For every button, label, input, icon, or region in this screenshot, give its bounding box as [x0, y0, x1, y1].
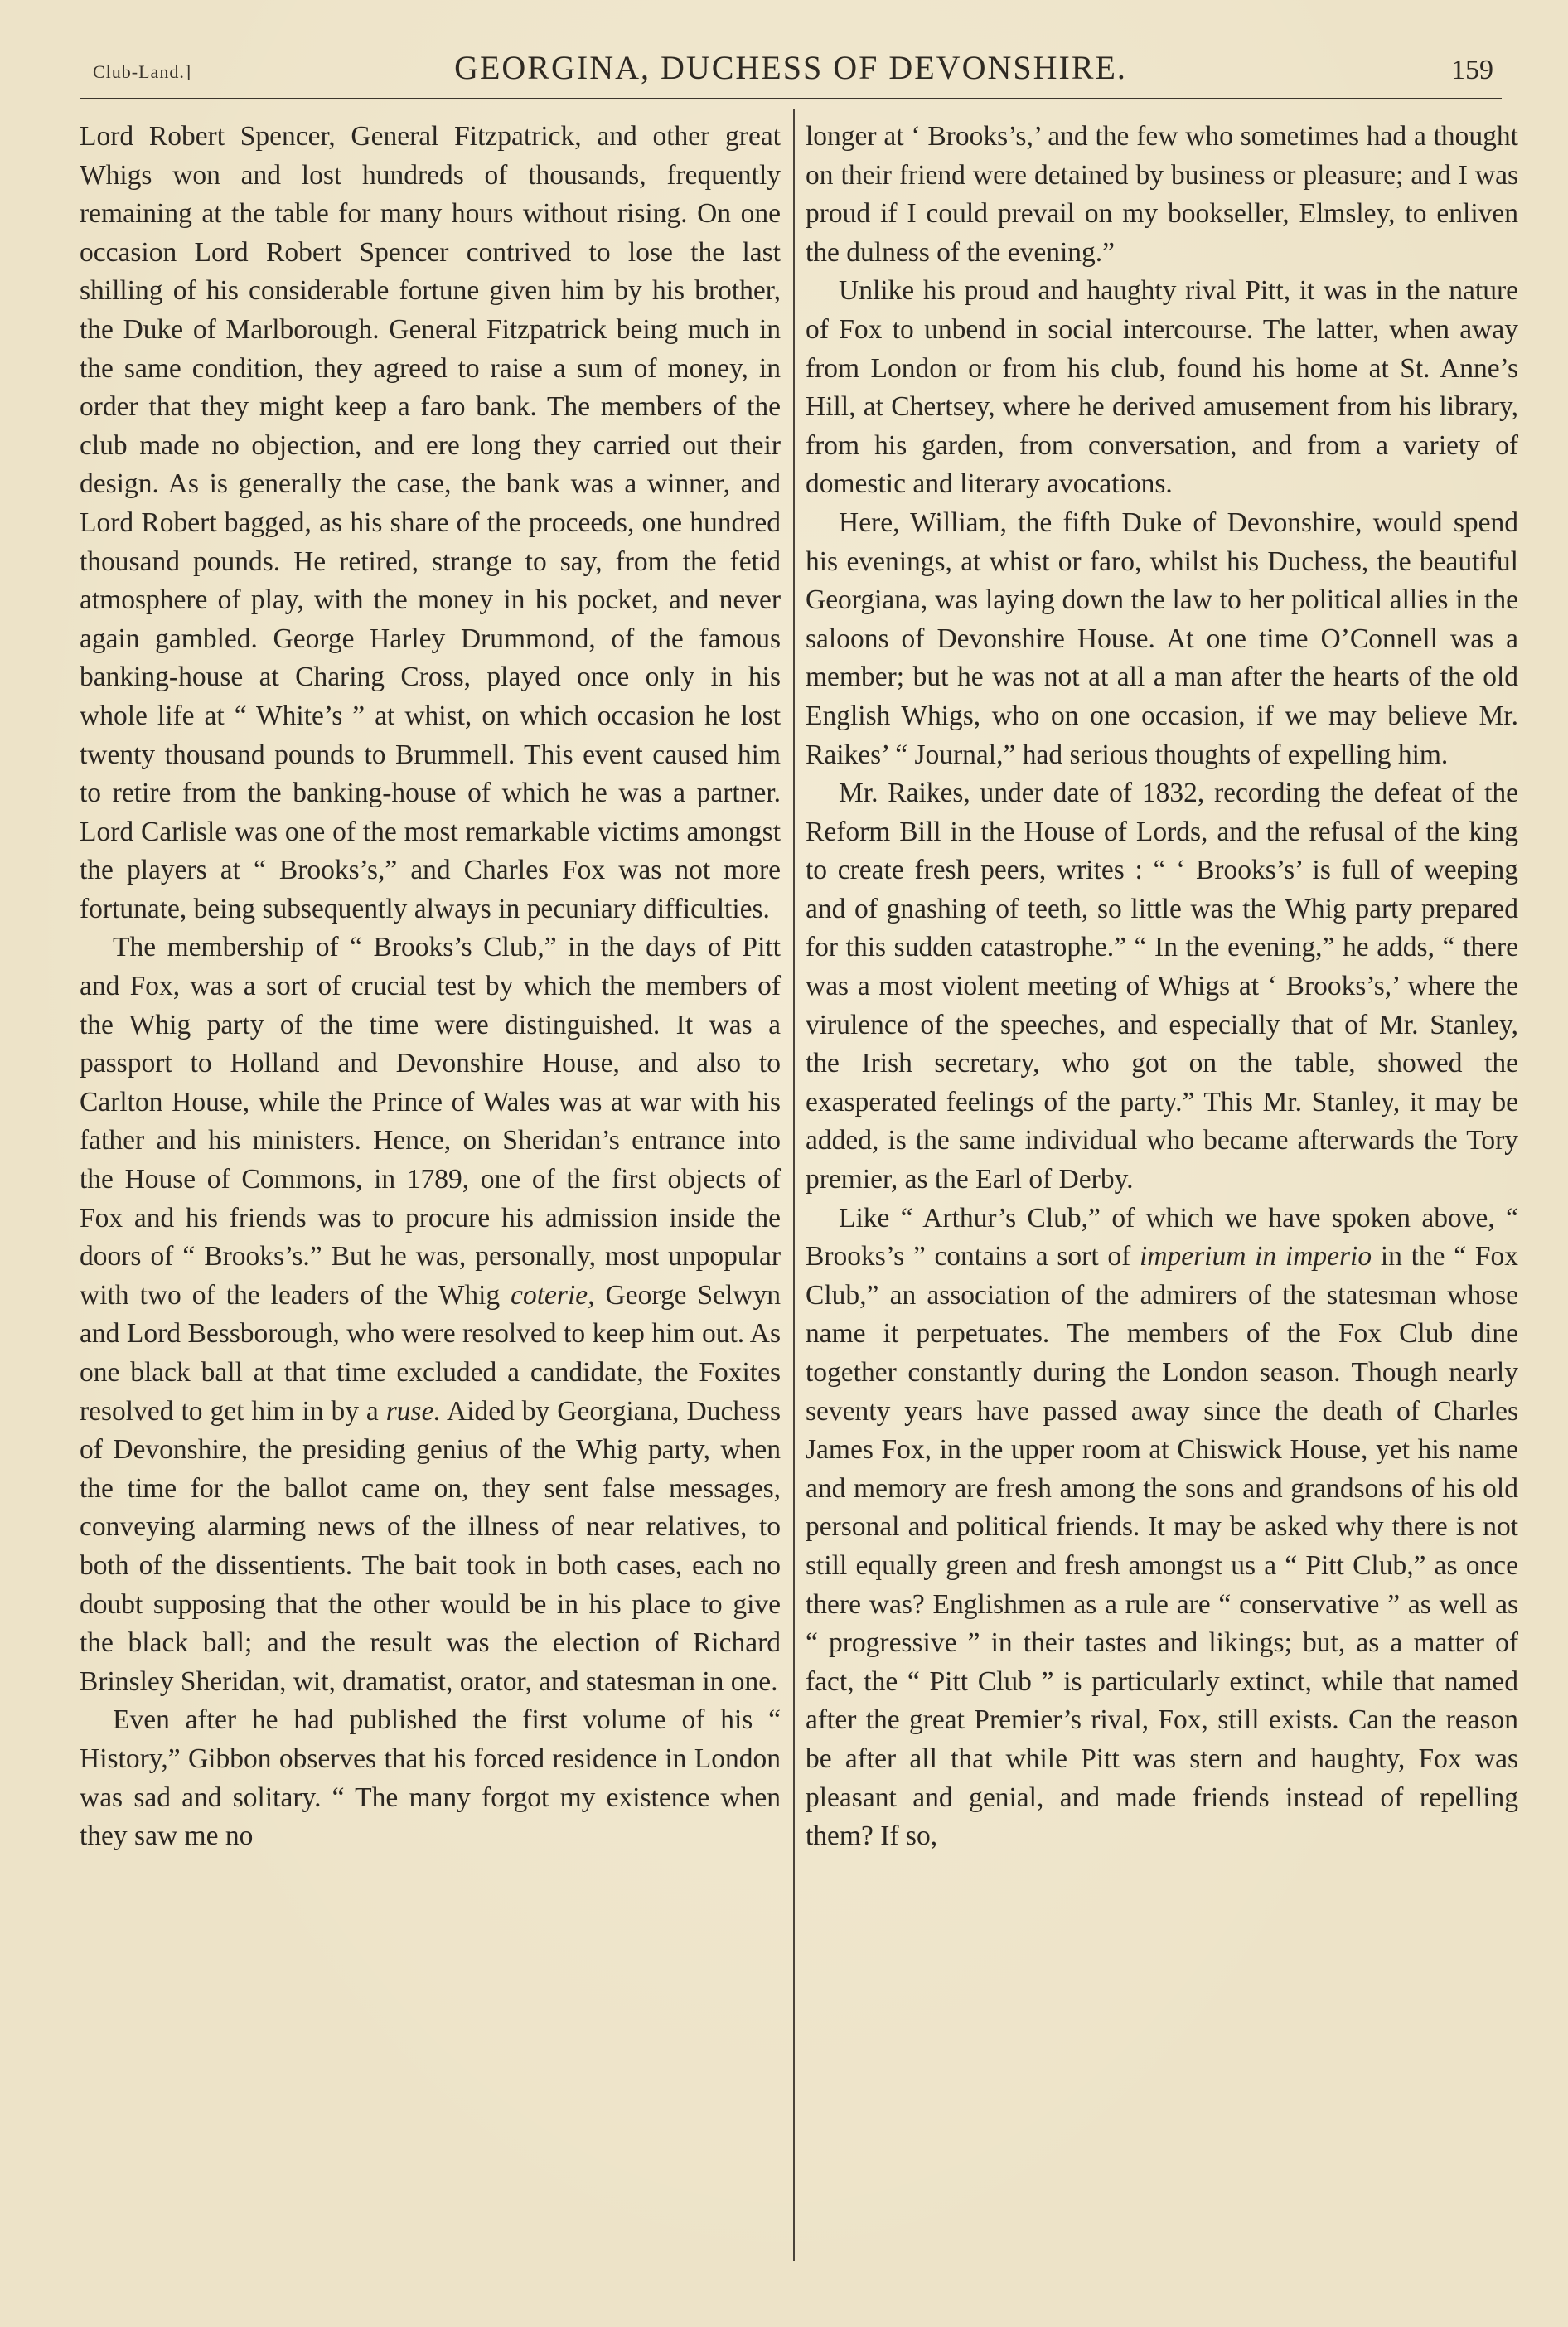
text-run: George Selwyn and Lord Bessborough, who were resolved to keep him out. As one black ball at that time excluded a candidate, the Foxites resolved to get him in by a	[80, 1279, 781, 1427]
text-run: Aided by Georgiana, Duchess of Devonshire, the presiding genius of the Whig party, when the time for the ballot came on, they sent false messages, conveying alarming news of the illness of near relatives, to both of the dissentients. The bait took in both cases, each no doubt supposing that the other would be in his place to give the black ball; and the result was the election of Richard Brinsley Sheridan, wit, dramatist, orator, and statesman in one.	[80, 1395, 782, 1697]
paragraph: Mr. Raikes, under date of 1832, recording the defeat of the Reform Bill in the House of Lords, and the refusal of the king to create fresh peers, writes : “ ‘ Brooks’s’ is full of weeping and of gnashing of teeth, so little was the Whig party prepared for this sudden catastrophe.” “ In the evening,” he adds, “ there was a most violent meeting of Whigs at ‘ Brooks’s,’ where the virulence of the speeches, and especially that of Mr. Stanley, the Irish secretary, who got on the table, showed the exasperated feelings of the party.” This Mr. Stanley, it may be added, is the same individual who became afterwards the Tory premier, as the Earl of Derby.	[806, 778, 1518, 1195]
left-column	[80, 118, 781, 1856]
text-run: The membership of “ Brooks’s Club,” in the days of Pitt and Fox, was a sort of crucial test by which the members of the Whig party of the time were distinguished. It was a passport to Holland and Devonshire House, and also to Carlton House, while the Prince of Wales was at war with his father and his ministers. Hence, on Sheridan’s entrance into the House of Commons, in 1789, one of the first objects of Fox and his friends was to procure his admission inside the doors of “ Brooks’s.” But he was, personally, most unpopular with two of the leaders of the Whig	[80, 932, 781, 1311]
text-run: Like “ Arthur’s Club,” of which we have spoken above, “ Brooks’s ” contains a sort of	[806, 1202, 1518, 1273]
italic-text: imperium in imperio	[1140, 1241, 1372, 1273]
text-run: in the “ Fox Club,” an association of the admirers of the statesman whose name it perpetuates. The members of the Fox Club dine together constantly during the London season. Though nearly seventy years have passed away since the death of Charles James Fox, in the upper room at Chiswick House, yet his name and memory are fresh among the sons and grandsons of his old personal and political friends. It may be asked why there is not still equally green and fresh amongst us a “ Pitt Club,” as once there was? Englishmen as a rule are “ conservative ” as well as “ progressive ” in their tastes and likings; but, as a matter of fact, the “ Pitt Club ” is particularly extinct, while that named after the great Premier’s rival, Fox, still exists. Can the reason be after all that while Pitt was stern and haughty, Fox was pleasant and genial, and made friends instead of repelling them? If so,	[806, 1241, 1518, 1852]
paragraph	[806, 1200, 1518, 1856]
section-label: Club-Land.]	[93, 61, 192, 82]
page-header	[80, 43, 1502, 96]
italic-text: ruse.	[385, 1395, 441, 1427]
running-title: GEORGINA, DUCHESS OF DEVONSHIRE.	[454, 49, 1127, 86]
header-rule	[80, 98, 1502, 99]
paragraph: Unlike his proud and haughty rival Pitt, it was in the nature of Fox to unbend in social intercourse. The latter, when away from London or from his club, found his home at St. Anne’s Hill, at Chertsey, where he derived amusement from his library, from his garden, from conversation, and from a variety of domestic and literary avocations.	[806, 275, 1518, 500]
paragraph: Here, William, the fifth Duke of Devonshire, would spend his evenings, at whist or faro, whilst his Duchess, the beautiful Georgiana, was laying down the law to her political allies in the saloons of Devonshire House. At one time O’Connell was a member; but he was not at all a man after the hearts of the old English Whigs, who on one occasion, if we may believe Mr. Raikes’ “ Journal,” had serious thoughts of expelling him.	[806, 507, 1518, 770]
column-divider	[793, 109, 795, 2261]
paragraph: Even after he had published the first volume of his “ History,” Gibbon observes that his forced residence in London was sad and solitary. “ The many forgot my existence when they saw me no	[80, 1704, 781, 1852]
paragraph: Lord Robert Spencer, General Fitzpatrick, and other great Whigs won and lost hundreds of thousands, frequently remaining at the table for many hours without rising. On one occasion Lord Robert Spencer contrived to lose the last shilling of his considerable fortune given him by his brother, the Duke of Marlborough. General Fitzpatrick being much in the same condition, they agreed to raise a sum of money, in order that they might keep a faro bank. The members of the club made no objection, and ere long they carried out their design. As is generally the case, the bank was a winner, and Lord Robert bagged, as his share of the proceeds, one hundred thousand pounds. He retired, strange to say, from the fetid atmosphere of play, with the money in his pocket, and never again gambled. George Harley Drummond, of the famous banking-house at Charing Cross, played once only in his whole life at “ White’s ” at whist, on which occasion he lost twenty thousand pounds to Brummell. This event caused him to retire from the banking-house of which he was a partner. Lord Carlisle was one of the most remarkable victims amongst the players at “ Brooks’s,” and Charles Fox was not more fortunate, being subsequently always in pecuniary difficulties.	[80, 121, 781, 924]
paragraph	[80, 928, 781, 1701]
paragraph: longer at ‘ Brooks’s,’ and the few who sometimes had a thought on their friend were detained by business or pleasure; and I was proud if I could prevail on my bookseller, Elmsley, to enliven the dulness of the evening.”	[806, 121, 1518, 268]
italic-text: coterie,	[511, 1279, 595, 1311]
right-column	[806, 118, 1518, 1856]
page-number: 159	[1451, 55, 1493, 85]
